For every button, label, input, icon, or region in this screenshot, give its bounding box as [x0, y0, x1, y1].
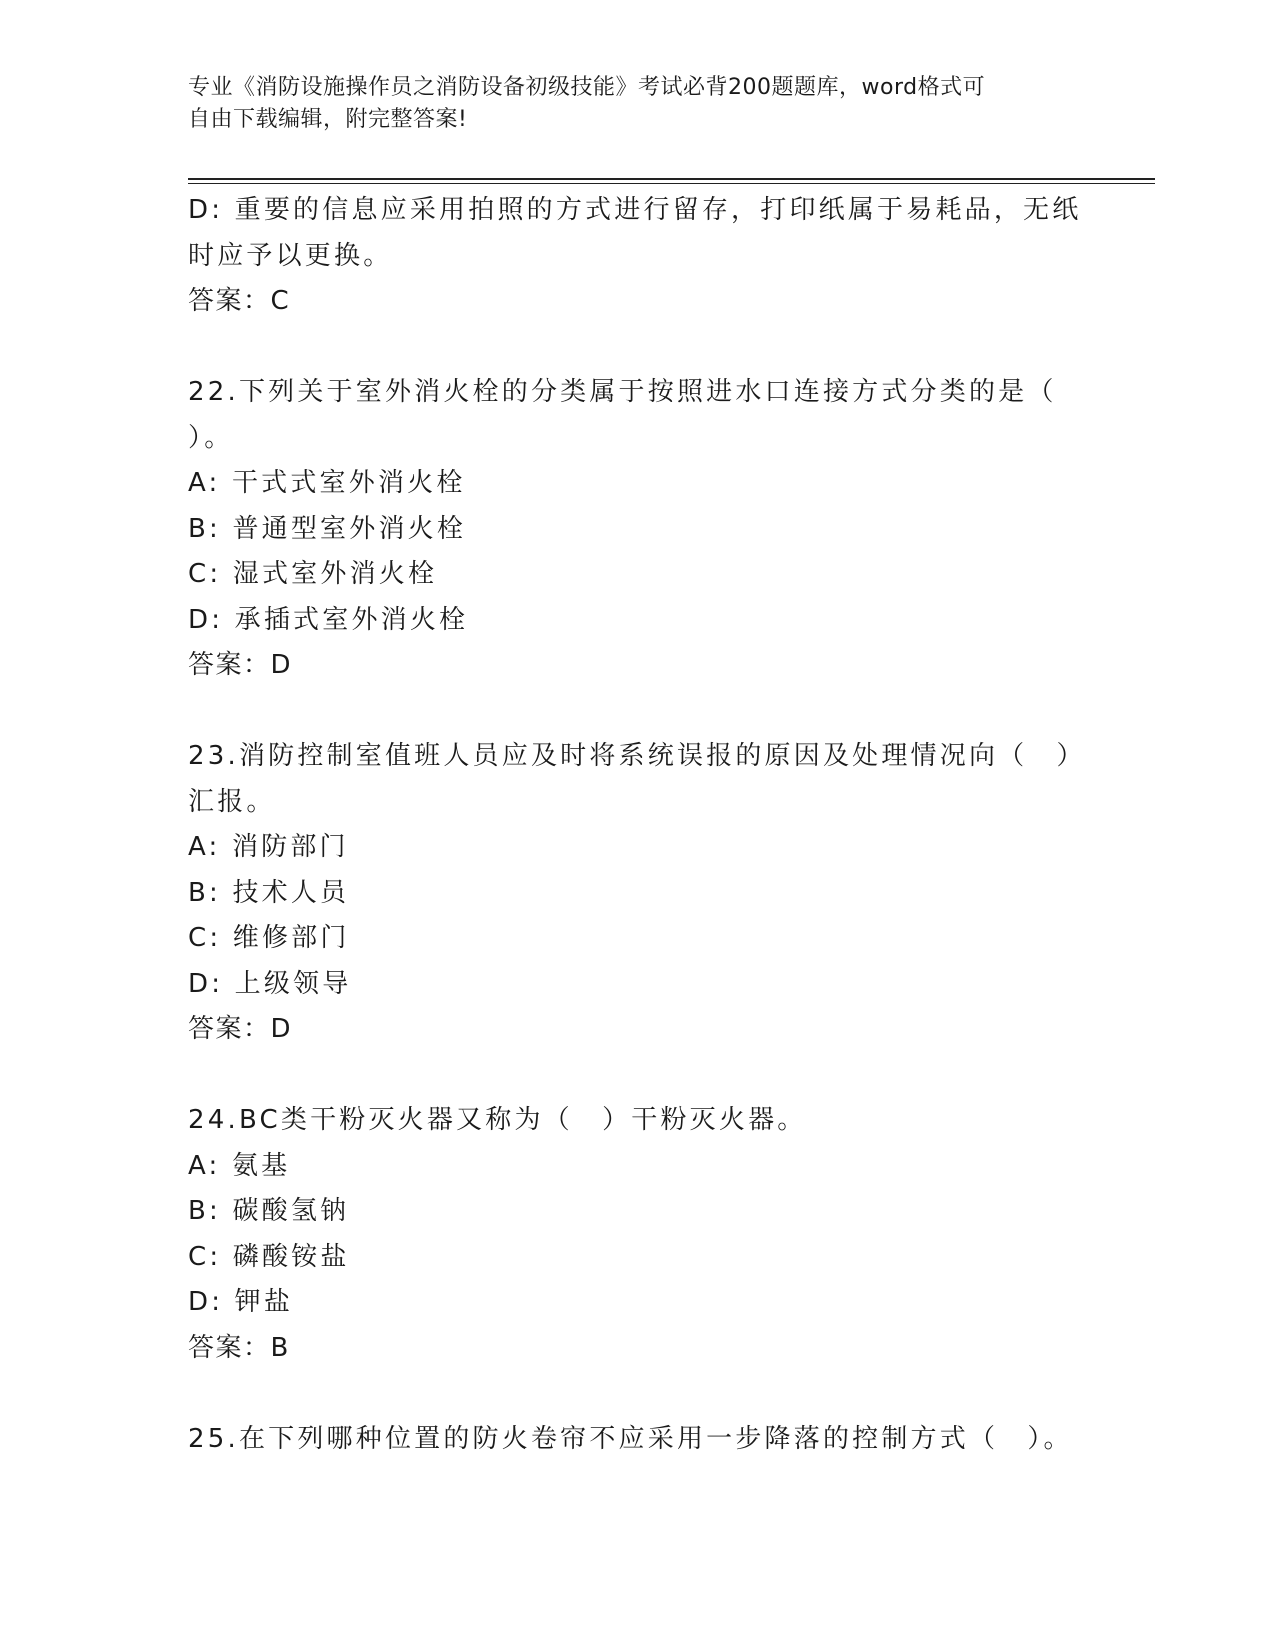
q24-option-d: D: 钾盐: [188, 1287, 294, 1317]
q24-option-c: C: 磷酸铵盐: [188, 1241, 350, 1272]
q22-option-a: A: 干式式室外消火栓: [188, 468, 466, 498]
q24-stem-line-1: 24.BC类干粉灭火器又称为（ ）干粉灭火器。: [188, 1105, 807, 1135]
q21-option-d-line-2: 时应予以更换。: [188, 240, 393, 271]
q23-option-c: C: 维修部门: [188, 923, 350, 953]
q22-stem-line-1: 22.下列关于室外消火栓的分类属于按照进水口连接方式分类的是（: [188, 377, 1057, 407]
document-header: [188, 72, 1068, 136]
q23-option-a: A: 消防部门: [188, 832, 349, 862]
q24-option-a: A: 氨基: [188, 1150, 291, 1181]
spacer: [188, 1053, 1088, 1099]
header-rule-thick: [188, 178, 1155, 180]
spacer: [188, 1371, 1088, 1417]
q22-option-d: D: 承插式室外消火栓: [188, 604, 469, 635]
q23-stem-line-1: 23.消防控制室值班人员应及时将系统误报的原因及处理情况向（ ）: [188, 741, 1086, 771]
q22-option-b: B: 普通型室外消火栓: [188, 513, 467, 544]
q22-option-c: C: 湿式室外消火栓: [188, 559, 438, 589]
q24-option-b: B: 碳酸氢钠: [188, 1196, 350, 1226]
q23-option-d: D: 上级领导: [188, 968, 352, 999]
q23-stem-line-2: 汇报。: [188, 786, 276, 817]
header-line-2: 自由下载编辑，附完整答案!: [188, 107, 468, 132]
q22-answer: 答案：D: [188, 650, 293, 680]
question-21: [188, 188, 1088, 325]
q21-option-d-line-1: D: 重要的信息应采用拍照的方式进行留存，打印纸属于易耗品，无纸: [188, 195, 1082, 225]
header-line-1: 专业《消防设施操作员之消防设备初级技能》考试必背200题题库，word格式可: [188, 75, 986, 100]
spacer: [188, 325, 1088, 371]
q24-answer: 答案：B: [188, 1332, 290, 1363]
question-25: [188, 1417, 1088, 1463]
question-content: [188, 188, 1088, 1462]
question-24: [188, 1098, 1088, 1371]
spacer: [188, 689, 1088, 735]
q21-answer: 答案：C: [188, 286, 291, 316]
header-rule-thin: [188, 183, 1155, 184]
q23-option-b: B: 技术人员: [188, 877, 350, 908]
q22-stem-line-2: ）。: [188, 422, 234, 453]
q25-stem-line-1: 25.在下列哪种位置的防火卷帘不应采用一步降落的控制方式（ ）。: [188, 1423, 1073, 1454]
q23-answer: 答案：D: [188, 1014, 293, 1044]
question-22: [188, 370, 1088, 689]
question-23: [188, 734, 1088, 1053]
